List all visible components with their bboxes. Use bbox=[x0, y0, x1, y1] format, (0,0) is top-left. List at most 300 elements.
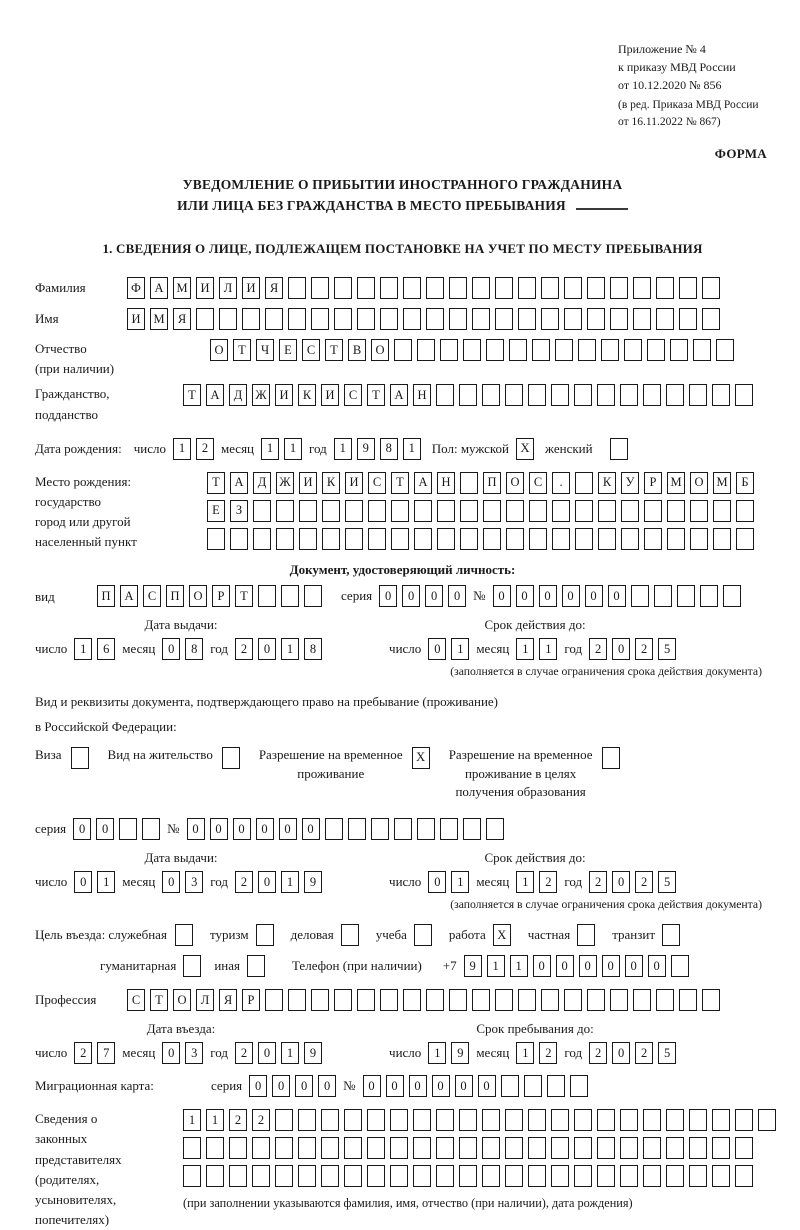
form-cell-filled[interactable]: 0 bbox=[402, 585, 420, 607]
form-cell-filled[interactable]: 2 bbox=[235, 1042, 253, 1064]
form-cell-empty[interactable] bbox=[311, 989, 329, 1011]
form-cell-filled[interactable]: П bbox=[97, 585, 115, 607]
form-cell-filled[interactable]: Т bbox=[391, 472, 409, 494]
form-cell-empty[interactable] bbox=[298, 1137, 316, 1159]
form-cell-filled[interactable]: Р bbox=[644, 472, 662, 494]
form-cell-filled[interactable]: 5 bbox=[658, 871, 676, 893]
form-cell-filled[interactable]: 3 bbox=[185, 871, 203, 893]
form-cell-filled[interactable]: 0 bbox=[386, 1075, 404, 1097]
form-cell-empty[interactable] bbox=[334, 308, 352, 330]
form-cell-empty[interactable] bbox=[391, 528, 409, 550]
form-cell-empty[interactable] bbox=[552, 528, 570, 550]
form-cell-empty[interactable] bbox=[247, 955, 265, 977]
form-cell-empty[interactable] bbox=[322, 500, 340, 522]
form-cell-empty[interactable] bbox=[486, 818, 504, 840]
form-cell-filled[interactable]: . bbox=[552, 472, 570, 494]
form-cell-empty[interactable] bbox=[528, 1137, 546, 1159]
form-cell-empty[interactable] bbox=[610, 989, 628, 1011]
form-cell-filled[interactable]: 2 bbox=[589, 638, 607, 660]
form-cell-filled[interactable]: Ж bbox=[252, 384, 270, 406]
form-cell-empty[interactable] bbox=[482, 384, 500, 406]
form-cell-empty[interactable] bbox=[449, 308, 467, 330]
form-cell-filled[interactable]: 0 bbox=[162, 638, 180, 660]
form-cell-filled[interactable]: 0 bbox=[585, 585, 603, 607]
form-cell-filled[interactable]: А bbox=[206, 384, 224, 406]
form-cell-filled[interactable]: А bbox=[230, 472, 248, 494]
form-cell-empty[interactable] bbox=[459, 1165, 477, 1187]
form-cell-empty[interactable] bbox=[631, 585, 649, 607]
form-cell-empty[interactable] bbox=[436, 384, 454, 406]
form-cell-filled[interactable]: 1 bbox=[516, 638, 534, 660]
form-cell-filled[interactable]: 0 bbox=[302, 818, 320, 840]
form-cell-empty[interactable] bbox=[486, 339, 504, 361]
form-cell-filled[interactable]: И bbox=[299, 472, 317, 494]
form-cell-empty[interactable] bbox=[575, 472, 593, 494]
form-cell-empty[interactable] bbox=[321, 1137, 339, 1159]
form-cell-empty[interactable] bbox=[551, 384, 569, 406]
form-cell-empty[interactable] bbox=[551, 1109, 569, 1131]
form-cell-empty[interactable] bbox=[532, 339, 550, 361]
form-cell-empty[interactable] bbox=[564, 277, 582, 299]
form-cell-empty[interactable] bbox=[624, 339, 642, 361]
form-cell-filled[interactable]: 0 bbox=[602, 955, 620, 977]
form-cell-empty[interactable] bbox=[667, 500, 685, 522]
form-cell-empty[interactable] bbox=[371, 818, 389, 840]
form-cell-empty[interactable] bbox=[459, 384, 477, 406]
form-cell-empty[interactable] bbox=[256, 924, 274, 946]
form-cell-empty[interactable] bbox=[671, 955, 689, 977]
form-cell-filled[interactable]: 6 bbox=[97, 638, 115, 660]
form-cell-filled[interactable]: 1 bbox=[516, 1042, 534, 1064]
form-cell-empty[interactable] bbox=[575, 500, 593, 522]
form-cell-filled[interactable]: Т bbox=[233, 339, 251, 361]
form-cell-empty[interactable] bbox=[426, 989, 444, 1011]
form-cell-empty[interactable] bbox=[71, 747, 89, 769]
form-cell-empty[interactable] bbox=[575, 528, 593, 550]
form-cell-filled[interactable]: Р bbox=[242, 989, 260, 1011]
form-cell-empty[interactable] bbox=[403, 989, 421, 1011]
form-cell-filled[interactable]: 2 bbox=[635, 638, 653, 660]
form-cell-filled[interactable]: 0 bbox=[432, 1075, 450, 1097]
form-cell-filled[interactable]: 0 bbox=[187, 818, 205, 840]
form-cell-filled[interactable]: О bbox=[210, 339, 228, 361]
form-cell-empty[interactable] bbox=[417, 339, 435, 361]
form-cell-filled[interactable]: М bbox=[150, 308, 168, 330]
form-cell-empty[interactable] bbox=[367, 1137, 385, 1159]
form-cell-empty[interactable] bbox=[620, 1165, 638, 1187]
form-cell-empty[interactable] bbox=[463, 818, 481, 840]
form-cell-empty[interactable] bbox=[196, 308, 214, 330]
form-cell-filled[interactable]: 1 bbox=[281, 871, 299, 893]
form-cell-empty[interactable] bbox=[344, 1109, 362, 1131]
form-cell-filled[interactable]: 0 bbox=[279, 818, 297, 840]
form-cell-empty[interactable] bbox=[345, 500, 363, 522]
form-cell-empty[interactable] bbox=[702, 277, 720, 299]
form-cell-empty[interactable] bbox=[716, 339, 734, 361]
form-cell-empty[interactable] bbox=[206, 1165, 224, 1187]
form-cell-empty[interactable] bbox=[689, 384, 707, 406]
form-cell-filled[interactable]: 9 bbox=[304, 1042, 322, 1064]
form-cell-empty[interactable] bbox=[524, 1075, 542, 1097]
form-cell-filled[interactable]: Ф bbox=[127, 277, 145, 299]
form-cell-filled[interactable]: 9 bbox=[464, 955, 482, 977]
form-cell-filled[interactable]: 1 bbox=[183, 1109, 201, 1131]
form-cell-empty[interactable] bbox=[436, 1109, 454, 1131]
form-cell-empty[interactable] bbox=[597, 384, 615, 406]
form-cell-filled[interactable]: С bbox=[368, 472, 386, 494]
form-cell-filled[interactable]: 0 bbox=[562, 585, 580, 607]
form-cell-filled[interactable]: 1 bbox=[284, 438, 302, 460]
form-cell-filled[interactable]: У bbox=[621, 472, 639, 494]
form-cell-empty[interactable] bbox=[620, 1109, 638, 1131]
form-cell-filled[interactable]: 0 bbox=[258, 1042, 276, 1064]
form-cell-filled[interactable]: Е bbox=[207, 500, 225, 522]
form-cell-empty[interactable] bbox=[380, 308, 398, 330]
form-cell-filled[interactable]: 0 bbox=[455, 1075, 473, 1097]
form-cell-empty[interactable] bbox=[426, 277, 444, 299]
form-cell-empty[interactable] bbox=[321, 1109, 339, 1131]
form-cell-filled[interactable]: 0 bbox=[379, 585, 397, 607]
form-cell-empty[interactable] bbox=[288, 989, 306, 1011]
form-cell-empty[interactable] bbox=[644, 500, 662, 522]
form-cell-filled[interactable]: 1 bbox=[334, 438, 352, 460]
form-cell-empty[interactable] bbox=[528, 1165, 546, 1187]
form-cell-filled[interactable]: 2 bbox=[235, 638, 253, 660]
form-cell-filled[interactable]: И bbox=[345, 472, 363, 494]
form-cell-empty[interactable] bbox=[253, 500, 271, 522]
form-cell-filled[interactable]: 0 bbox=[249, 1075, 267, 1097]
form-cell-empty[interactable] bbox=[242, 308, 260, 330]
form-cell-filled[interactable]: О bbox=[690, 472, 708, 494]
form-cell-empty[interactable] bbox=[483, 528, 501, 550]
form-cell-empty[interactable] bbox=[414, 924, 432, 946]
form-cell-empty[interactable] bbox=[633, 277, 651, 299]
form-cell-filled[interactable]: 2 bbox=[539, 1042, 557, 1064]
form-cell-filled[interactable]: 2 bbox=[196, 438, 214, 460]
form-cell-empty[interactable] bbox=[654, 585, 672, 607]
form-cell-filled[interactable]: О bbox=[371, 339, 389, 361]
form-cell-filled[interactable]: К bbox=[322, 472, 340, 494]
form-cell-filled[interactable]: Д bbox=[229, 384, 247, 406]
form-cell-empty[interactable] bbox=[426, 308, 444, 330]
form-cell-filled[interactable]: 0 bbox=[409, 1075, 427, 1097]
form-cell-filled[interactable]: 1 bbox=[173, 438, 191, 460]
form-cell-empty[interactable] bbox=[276, 528, 294, 550]
form-cell-empty[interactable] bbox=[460, 472, 478, 494]
form-cell-empty[interactable] bbox=[578, 339, 596, 361]
form-cell-filled[interactable]: 1 bbox=[97, 871, 115, 893]
form-cell-filled[interactable]: 1 bbox=[206, 1109, 224, 1131]
form-cell-empty[interactable] bbox=[758, 1109, 776, 1131]
form-cell-empty[interactable] bbox=[229, 1165, 247, 1187]
form-cell-filled[interactable]: 2 bbox=[252, 1109, 270, 1131]
form-cell-filled[interactable]: И bbox=[321, 384, 339, 406]
form-cell-filled[interactable]: 0 bbox=[295, 1075, 313, 1097]
form-cell-empty[interactable] bbox=[367, 1109, 385, 1131]
form-cell-filled[interactable]: X bbox=[516, 438, 534, 460]
form-cell-filled[interactable]: 9 bbox=[304, 871, 322, 893]
form-cell-empty[interactable] bbox=[368, 500, 386, 522]
form-cell-empty[interactable] bbox=[206, 1137, 224, 1159]
form-cell-empty[interactable] bbox=[325, 818, 343, 840]
form-cell-filled[interactable]: Я bbox=[173, 308, 191, 330]
form-cell-empty[interactable] bbox=[311, 308, 329, 330]
form-cell-filled[interactable]: Т bbox=[235, 585, 253, 607]
form-cell-filled[interactable]: 0 bbox=[425, 585, 443, 607]
form-cell-filled[interactable]: 1 bbox=[516, 871, 534, 893]
form-cell-empty[interactable] bbox=[598, 528, 616, 550]
form-cell-empty[interactable] bbox=[207, 528, 225, 550]
form-cell-empty[interactable] bbox=[677, 585, 695, 607]
form-cell-empty[interactable] bbox=[440, 339, 458, 361]
form-cell-empty[interactable] bbox=[341, 924, 359, 946]
form-cell-empty[interactable] bbox=[666, 1137, 684, 1159]
form-cell-empty[interactable] bbox=[463, 339, 481, 361]
form-cell-empty[interactable] bbox=[449, 989, 467, 1011]
form-cell-empty[interactable] bbox=[601, 339, 619, 361]
form-cell-empty[interactable] bbox=[667, 528, 685, 550]
form-cell-empty[interactable] bbox=[413, 1165, 431, 1187]
form-cell-empty[interactable] bbox=[574, 1165, 592, 1187]
form-cell-empty[interactable] bbox=[304, 585, 322, 607]
form-cell-empty[interactable] bbox=[265, 308, 283, 330]
form-cell-empty[interactable] bbox=[252, 1165, 270, 1187]
form-cell-empty[interactable] bbox=[529, 528, 547, 550]
form-cell-filled[interactable]: 1 bbox=[539, 638, 557, 660]
form-cell-empty[interactable] bbox=[597, 1109, 615, 1131]
form-cell-empty[interactable] bbox=[633, 989, 651, 1011]
form-cell-empty[interactable] bbox=[348, 818, 366, 840]
form-cell-empty[interactable] bbox=[275, 1109, 293, 1131]
form-cell-filled[interactable]: 8 bbox=[304, 638, 322, 660]
form-cell-filled[interactable]: 5 bbox=[658, 638, 676, 660]
form-cell-empty[interactable] bbox=[597, 1165, 615, 1187]
form-cell-empty[interactable] bbox=[321, 1165, 339, 1187]
form-cell-filled[interactable]: Р bbox=[212, 585, 230, 607]
form-cell-empty[interactable] bbox=[357, 308, 375, 330]
form-cell-filled[interactable]: 0 bbox=[73, 818, 91, 840]
form-cell-empty[interactable] bbox=[643, 384, 661, 406]
form-cell-empty[interactable] bbox=[229, 1137, 247, 1159]
form-cell-empty[interactable] bbox=[713, 500, 731, 522]
form-cell-empty[interactable] bbox=[713, 528, 731, 550]
form-cell-empty[interactable] bbox=[570, 1075, 588, 1097]
form-cell-filled[interactable]: Ч bbox=[256, 339, 274, 361]
form-cell-filled[interactable]: А bbox=[414, 472, 432, 494]
form-cell-empty[interactable] bbox=[620, 384, 638, 406]
form-cell-empty[interactable] bbox=[598, 500, 616, 522]
form-cell-empty[interactable] bbox=[394, 818, 412, 840]
form-cell-empty[interactable] bbox=[690, 528, 708, 550]
form-cell-empty[interactable] bbox=[679, 308, 697, 330]
form-cell-empty[interactable] bbox=[518, 277, 536, 299]
form-cell-filled[interactable]: М bbox=[173, 277, 191, 299]
form-cell-filled[interactable]: 0 bbox=[272, 1075, 290, 1097]
form-cell-filled[interactable]: 9 bbox=[357, 438, 375, 460]
form-cell-filled[interactable]: 3 bbox=[185, 1042, 203, 1064]
form-cell-empty[interactable] bbox=[723, 585, 741, 607]
form-cell-empty[interactable] bbox=[712, 1109, 730, 1131]
form-cell-empty[interactable] bbox=[334, 277, 352, 299]
form-cell-empty[interactable] bbox=[735, 1109, 753, 1131]
form-cell-empty[interactable] bbox=[495, 989, 513, 1011]
form-cell-empty[interactable] bbox=[620, 1137, 638, 1159]
form-cell-empty[interactable] bbox=[577, 924, 595, 946]
form-cell-empty[interactable] bbox=[449, 277, 467, 299]
form-cell-filled[interactable]: 2 bbox=[589, 1042, 607, 1064]
form-cell-filled[interactable]: 1 bbox=[451, 871, 469, 893]
form-cell-empty[interactable] bbox=[472, 989, 490, 1011]
form-cell-filled[interactable]: 0 bbox=[258, 871, 276, 893]
form-cell-filled[interactable]: П bbox=[166, 585, 184, 607]
form-cell-empty[interactable] bbox=[643, 1109, 661, 1131]
form-cell-filled[interactable]: Т bbox=[325, 339, 343, 361]
form-cell-empty[interactable] bbox=[380, 989, 398, 1011]
form-cell-empty[interactable] bbox=[712, 1165, 730, 1187]
form-cell-empty[interactable] bbox=[662, 924, 680, 946]
form-cell-filled[interactable]: 2 bbox=[229, 1109, 247, 1131]
form-cell-empty[interactable] bbox=[183, 955, 201, 977]
form-cell-empty[interactable] bbox=[551, 1165, 569, 1187]
form-cell-empty[interactable] bbox=[299, 528, 317, 550]
form-cell-filled[interactable]: 0 bbox=[318, 1075, 336, 1097]
form-cell-empty[interactable] bbox=[666, 1109, 684, 1131]
form-cell-empty[interactable] bbox=[574, 1137, 592, 1159]
form-cell-empty[interactable] bbox=[541, 989, 559, 1011]
form-cell-filled[interactable]: К bbox=[598, 472, 616, 494]
form-cell-filled[interactable]: Д bbox=[253, 472, 271, 494]
form-cell-empty[interactable] bbox=[506, 528, 524, 550]
form-cell-empty[interactable] bbox=[541, 308, 559, 330]
form-cell-empty[interactable] bbox=[414, 500, 432, 522]
form-cell-filled[interactable]: Я bbox=[219, 989, 237, 1011]
form-cell-empty[interactable] bbox=[643, 1165, 661, 1187]
form-cell-empty[interactable] bbox=[602, 747, 620, 769]
form-cell-filled[interactable]: Т bbox=[150, 989, 168, 1011]
form-cell-empty[interactable] bbox=[574, 384, 592, 406]
form-cell-filled[interactable]: Л bbox=[219, 277, 237, 299]
form-cell-empty[interactable] bbox=[403, 277, 421, 299]
form-cell-filled[interactable]: 8 bbox=[380, 438, 398, 460]
form-cell-empty[interactable] bbox=[679, 277, 697, 299]
form-cell-filled[interactable]: Н bbox=[437, 472, 455, 494]
form-cell-empty[interactable] bbox=[644, 528, 662, 550]
form-cell-empty[interactable] bbox=[311, 277, 329, 299]
form-cell-empty[interactable] bbox=[119, 818, 137, 840]
form-cell-empty[interactable] bbox=[547, 1075, 565, 1097]
form-cell-filled[interactable]: 0 bbox=[612, 1042, 630, 1064]
form-cell-empty[interactable] bbox=[689, 1137, 707, 1159]
form-cell-empty[interactable] bbox=[647, 339, 665, 361]
form-cell-empty[interactable] bbox=[505, 1137, 523, 1159]
form-cell-filled[interactable]: 0 bbox=[612, 871, 630, 893]
form-cell-empty[interactable] bbox=[679, 989, 697, 1011]
form-cell-empty[interactable] bbox=[334, 989, 352, 1011]
form-cell-filled[interactable]: X bbox=[493, 924, 511, 946]
form-cell-filled[interactable]: А bbox=[390, 384, 408, 406]
form-cell-empty[interactable] bbox=[736, 528, 754, 550]
form-cell-filled[interactable]: 0 bbox=[363, 1075, 381, 1097]
form-cell-filled[interactable]: Т bbox=[207, 472, 225, 494]
form-cell-empty[interactable] bbox=[367, 1165, 385, 1187]
form-cell-empty[interactable] bbox=[288, 308, 306, 330]
form-cell-empty[interactable] bbox=[459, 1137, 477, 1159]
form-cell-filled[interactable]: Л bbox=[196, 989, 214, 1011]
form-cell-filled[interactable]: 5 bbox=[658, 1042, 676, 1064]
form-cell-filled[interactable]: О bbox=[506, 472, 524, 494]
form-cell-filled[interactable]: А bbox=[120, 585, 138, 607]
form-cell-empty[interactable] bbox=[736, 500, 754, 522]
form-cell-empty[interactable] bbox=[183, 1137, 201, 1159]
form-cell-filled[interactable]: 0 bbox=[258, 638, 276, 660]
form-cell-empty[interactable] bbox=[276, 500, 294, 522]
form-cell-filled[interactable]: 0 bbox=[493, 585, 511, 607]
form-cell-empty[interactable] bbox=[643, 1137, 661, 1159]
form-cell-filled[interactable]: В bbox=[348, 339, 366, 361]
form-cell-empty[interactable] bbox=[564, 989, 582, 1011]
form-cell-empty[interactable] bbox=[702, 308, 720, 330]
form-cell-filled[interactable]: С bbox=[529, 472, 547, 494]
form-cell-filled[interactable]: 0 bbox=[74, 871, 92, 893]
form-cell-filled[interactable]: 1 bbox=[281, 638, 299, 660]
form-cell-empty[interactable] bbox=[506, 500, 524, 522]
form-cell-empty[interactable] bbox=[230, 528, 248, 550]
form-cell-filled[interactable]: 0 bbox=[648, 955, 666, 977]
form-cell-empty[interactable] bbox=[281, 585, 299, 607]
form-cell-filled[interactable]: 0 bbox=[210, 818, 228, 840]
form-cell-filled[interactable]: 0 bbox=[428, 871, 446, 893]
form-cell-filled[interactable]: 8 bbox=[185, 638, 203, 660]
form-cell-empty[interactable] bbox=[552, 500, 570, 522]
form-cell-filled[interactable]: И bbox=[127, 308, 145, 330]
form-cell-empty[interactable] bbox=[518, 308, 536, 330]
form-cell-filled[interactable]: 0 bbox=[625, 955, 643, 977]
form-cell-empty[interactable] bbox=[344, 1137, 362, 1159]
form-cell-empty[interactable] bbox=[252, 1137, 270, 1159]
form-cell-empty[interactable] bbox=[564, 308, 582, 330]
form-cell-empty[interactable] bbox=[413, 1137, 431, 1159]
form-cell-empty[interactable] bbox=[610, 277, 628, 299]
form-cell-filled[interactable]: П bbox=[483, 472, 501, 494]
form-cell-empty[interactable] bbox=[391, 500, 409, 522]
form-cell-empty[interactable] bbox=[357, 989, 375, 1011]
form-cell-filled[interactable]: X bbox=[412, 747, 430, 769]
form-cell-empty[interactable] bbox=[390, 1165, 408, 1187]
form-cell-empty[interactable] bbox=[505, 384, 523, 406]
form-cell-filled[interactable]: 0 bbox=[516, 585, 534, 607]
form-cell-empty[interactable] bbox=[222, 747, 240, 769]
form-cell-empty[interactable] bbox=[275, 1165, 293, 1187]
form-cell-empty[interactable] bbox=[528, 384, 546, 406]
form-cell-filled[interactable]: 9 bbox=[451, 1042, 469, 1064]
form-cell-empty[interactable] bbox=[610, 438, 628, 460]
form-cell-filled[interactable]: 0 bbox=[478, 1075, 496, 1097]
form-cell-empty[interactable] bbox=[440, 818, 458, 840]
form-cell-empty[interactable] bbox=[712, 1137, 730, 1159]
form-cell-filled[interactable]: 0 bbox=[608, 585, 626, 607]
form-cell-empty[interactable] bbox=[587, 277, 605, 299]
form-cell-empty[interactable] bbox=[380, 277, 398, 299]
form-cell-empty[interactable] bbox=[587, 989, 605, 1011]
form-cell-empty[interactable] bbox=[529, 500, 547, 522]
form-cell-empty[interactable] bbox=[518, 989, 536, 1011]
form-cell-empty[interactable] bbox=[690, 500, 708, 522]
form-cell-empty[interactable] bbox=[345, 528, 363, 550]
form-cell-empty[interactable] bbox=[472, 308, 490, 330]
form-cell-filled[interactable]: 0 bbox=[448, 585, 466, 607]
form-cell-filled[interactable]: С bbox=[344, 384, 362, 406]
form-cell-filled[interactable]: 0 bbox=[96, 818, 114, 840]
